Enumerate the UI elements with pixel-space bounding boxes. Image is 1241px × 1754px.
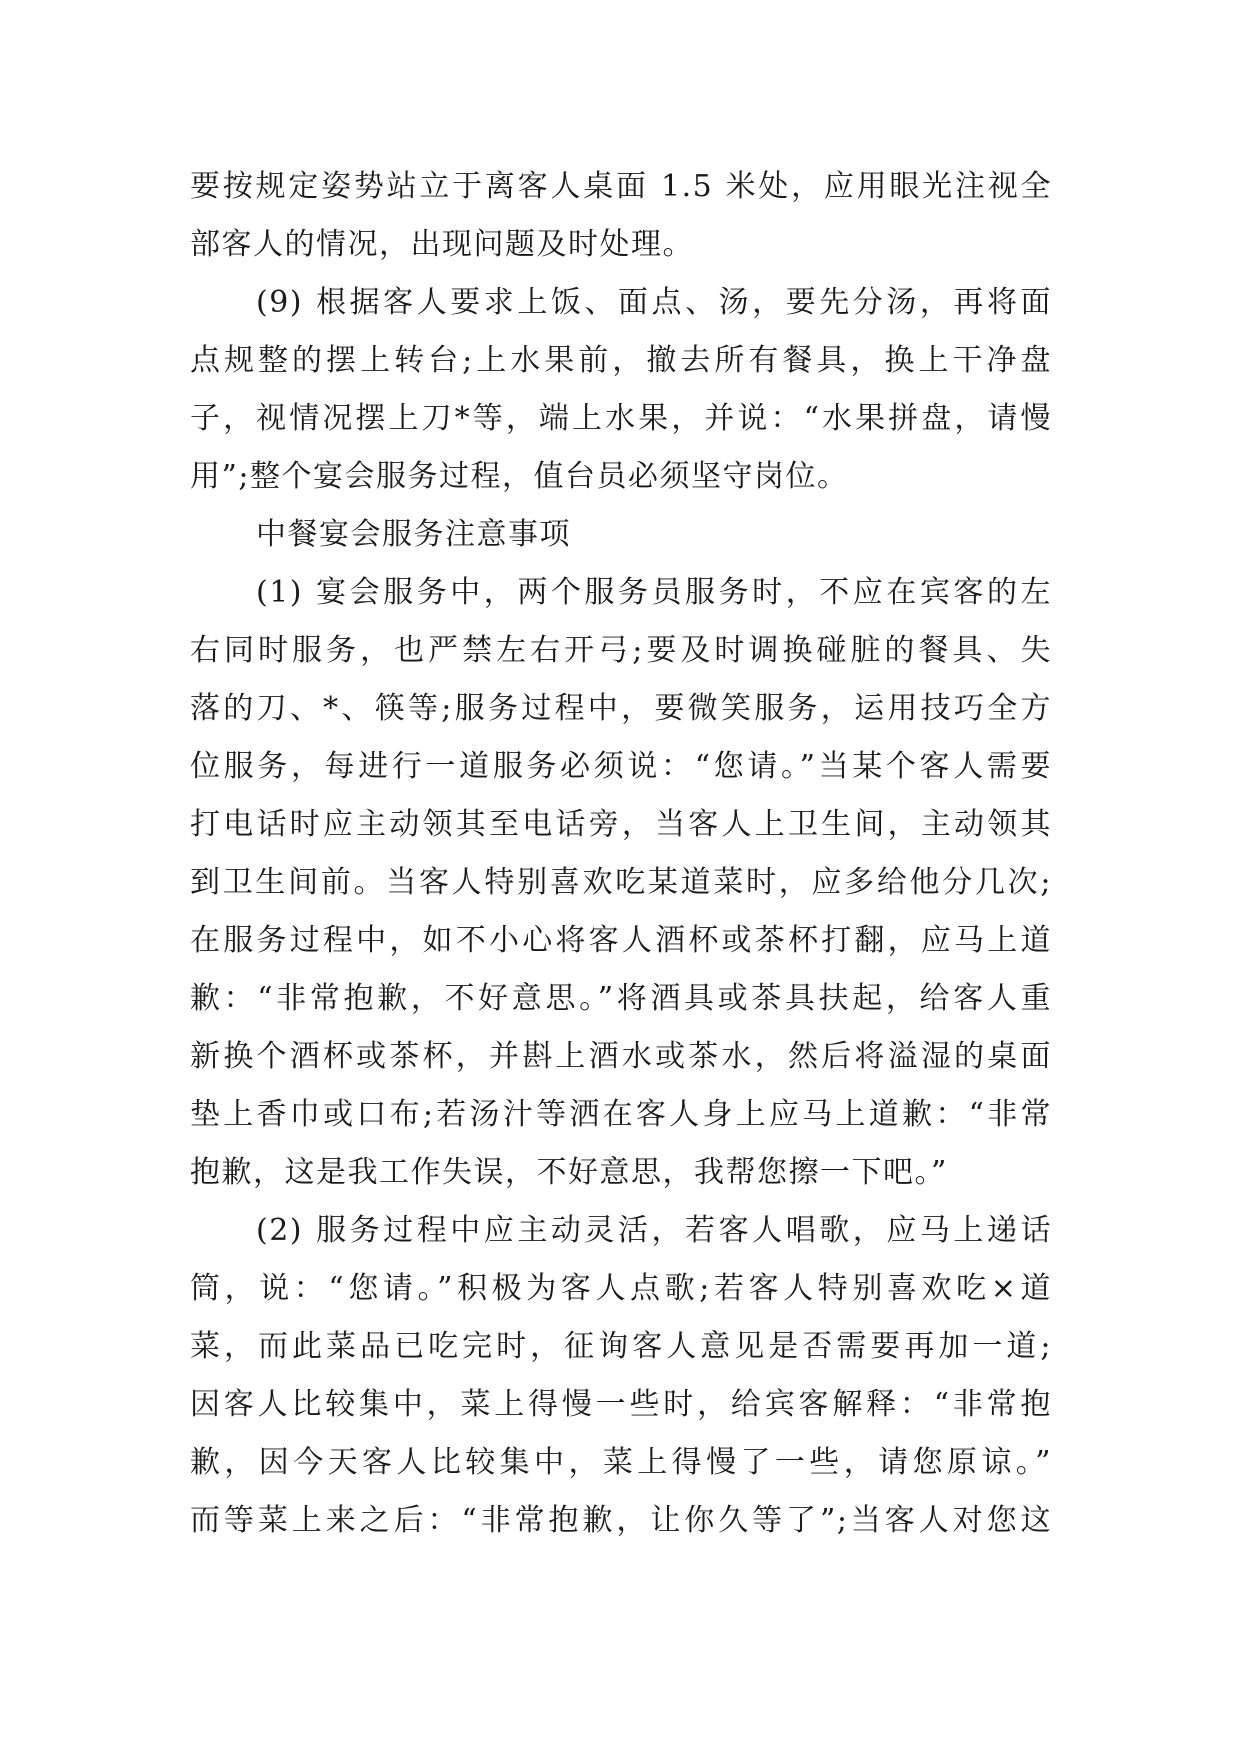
text-line: 右同时服务，也严禁左右开弓;要及时调换碰脏的餐具、失	[190, 633, 1052, 668]
text-line: 歉：“非常抱歉，不好意思。”将酒具或茶具扶起，给客人重	[190, 981, 1052, 1016]
text-line: 要按规定姿势站立于离客人桌面 1.5 米处，应用眼光注视全	[190, 169, 1052, 204]
text-line: 到卫生间前。当客人特别喜欢吃某道菜时，应多给他分几次;	[190, 865, 1052, 900]
text-line: 在服务过程中，如不小心将客人酒杯或茶杯打翻，应马上道	[190, 923, 1052, 958]
text-line: 打电话时应主动领其至电话旁，当客人上卫生间，主动领其	[190, 807, 1052, 842]
text-line: 而等菜上来之后：“非常抱歉，让你久等了”;当客人对您这	[190, 1503, 1052, 1538]
text-line: 子，视情况摆上刀*等，端上水果，并说：“水果拼盘，请慢	[190, 401, 1052, 436]
text-line: 歉，因今天客人比较集中，菜上得慢了一些，请您原谅。”	[190, 1445, 1052, 1480]
text-line: 位服务，每进行一道服务必须说：“您请。”当某个客人需要	[190, 749, 1052, 784]
text-line: 点规整的摆上转台;上水果前，撤去所有餐具，换上干净盘	[190, 343, 1052, 378]
text-line: (2) 服务过程中应主动灵活，若客人唱歌，应马上递话	[256, 1213, 1052, 1248]
text-line: 因客人比较集中，菜上得慢一些时，给宾客解释：“非常抱	[190, 1387, 1052, 1422]
text-line: 部客人的情况，出现问题及时处理。	[190, 227, 694, 262]
text-line: 筒，说：“您请。”积极为客人点歌;若客人特别喜欢吃×道	[190, 1271, 1052, 1306]
text-line: (9) 根据客人要求上饭、面点、汤，要先分汤，再将面	[256, 285, 1052, 320]
text-line: 用”;整个宴会服务过程，值台员必须坚守岗位。	[190, 459, 849, 494]
text-line: 垫上香巾或口布;若汤汁等洒在客人身上应马上道歉：“非常	[190, 1097, 1052, 1132]
text-line: 抱歉，这是我工作失误，不好意思，我帮您擦一下吧。”	[190, 1155, 948, 1190]
text-line: 菜，而此菜品已吃完时，征询客人意见是否需要再加一道;	[190, 1329, 1052, 1364]
text-line: 中餐宴会服务注意事项	[256, 517, 571, 552]
text-line: 落的刀、*、筷等;服务过程中，要微笑服务，运用技巧全方	[190, 691, 1052, 726]
text-line: 新换个酒杯或茶杯，并斟上酒水或茶水，然后将溢湿的桌面	[190, 1039, 1052, 1074]
text-line: (1) 宴会服务中，两个服务员服务时，不应在宾客的左	[256, 575, 1052, 610]
body-text	[190, 158, 1052, 1550]
